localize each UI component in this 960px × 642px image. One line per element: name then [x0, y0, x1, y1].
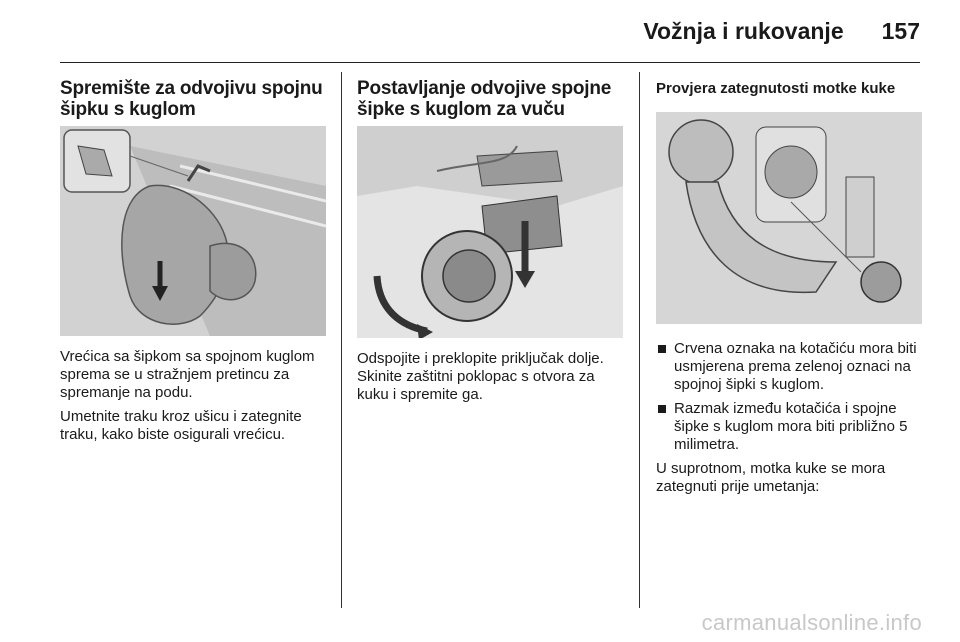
list-item: Razmak između kotačića i spojne šipke s kuglom mora biti približno 5 milimetra.: [656, 400, 922, 454]
list-item: Crvena oznaka na kotačiću mora biti usmjerena prema zelenoj oznaci na spojnoj šipki s kuglom.: [656, 340, 922, 394]
column-tension-check: [656, 78, 922, 496]
section-heading-mounting: Postavljanje odvojive spojne šipke s kuglom za vuču: [357, 78, 612, 120]
square-bullet-icon: [658, 345, 666, 353]
towbar-drawing: [656, 112, 922, 324]
column-mounting: [357, 78, 623, 404]
tension-checklist: [656, 340, 922, 454]
square-bullet-icon: [658, 405, 666, 413]
towbar-illustration: [656, 112, 922, 324]
socket-drawing: [357, 126, 623, 338]
paragraph-otherwise: U suprotnom, motka kuke se mora zategnuti prije umetanja:: [656, 460, 886, 495]
column-divider: [639, 72, 640, 608]
section-heading-tension: Provjera zategnutosti motke kuke: [656, 80, 896, 97]
header-rule: [60, 62, 920, 63]
watermark: carmanualsonline.info: [701, 610, 922, 635]
column-storage: [60, 78, 326, 444]
paragraph-strap: Umetnite traku kroz ušicu i zategnite traku, kako biste osigurali vrećicu.: [60, 408, 302, 443]
paragraph-disconnect: Odspojite i preklopite priključak dolje. Skinite zaštitni poklopac s otvora za kuku i spremite ga.: [357, 350, 604, 403]
paragraph-bag-storage: Vrećica sa šipkom sa spojnom kuglom sprema se u stražnjem pretincu za spremanje na podu.: [60, 348, 315, 401]
section-heading-storage: Spremište za odvojivu spojnu šipku s kuglom: [60, 78, 323, 120]
storage-bag-drawing: [60, 126, 326, 336]
page-title: Vožnja i rukovanje: [643, 18, 844, 44]
mounting-illustration: [357, 126, 623, 338]
page-number: 157: [881, 18, 920, 44]
column-divider: [341, 72, 342, 608]
page-header: [60, 18, 920, 58]
storage-illustration: [60, 126, 326, 336]
